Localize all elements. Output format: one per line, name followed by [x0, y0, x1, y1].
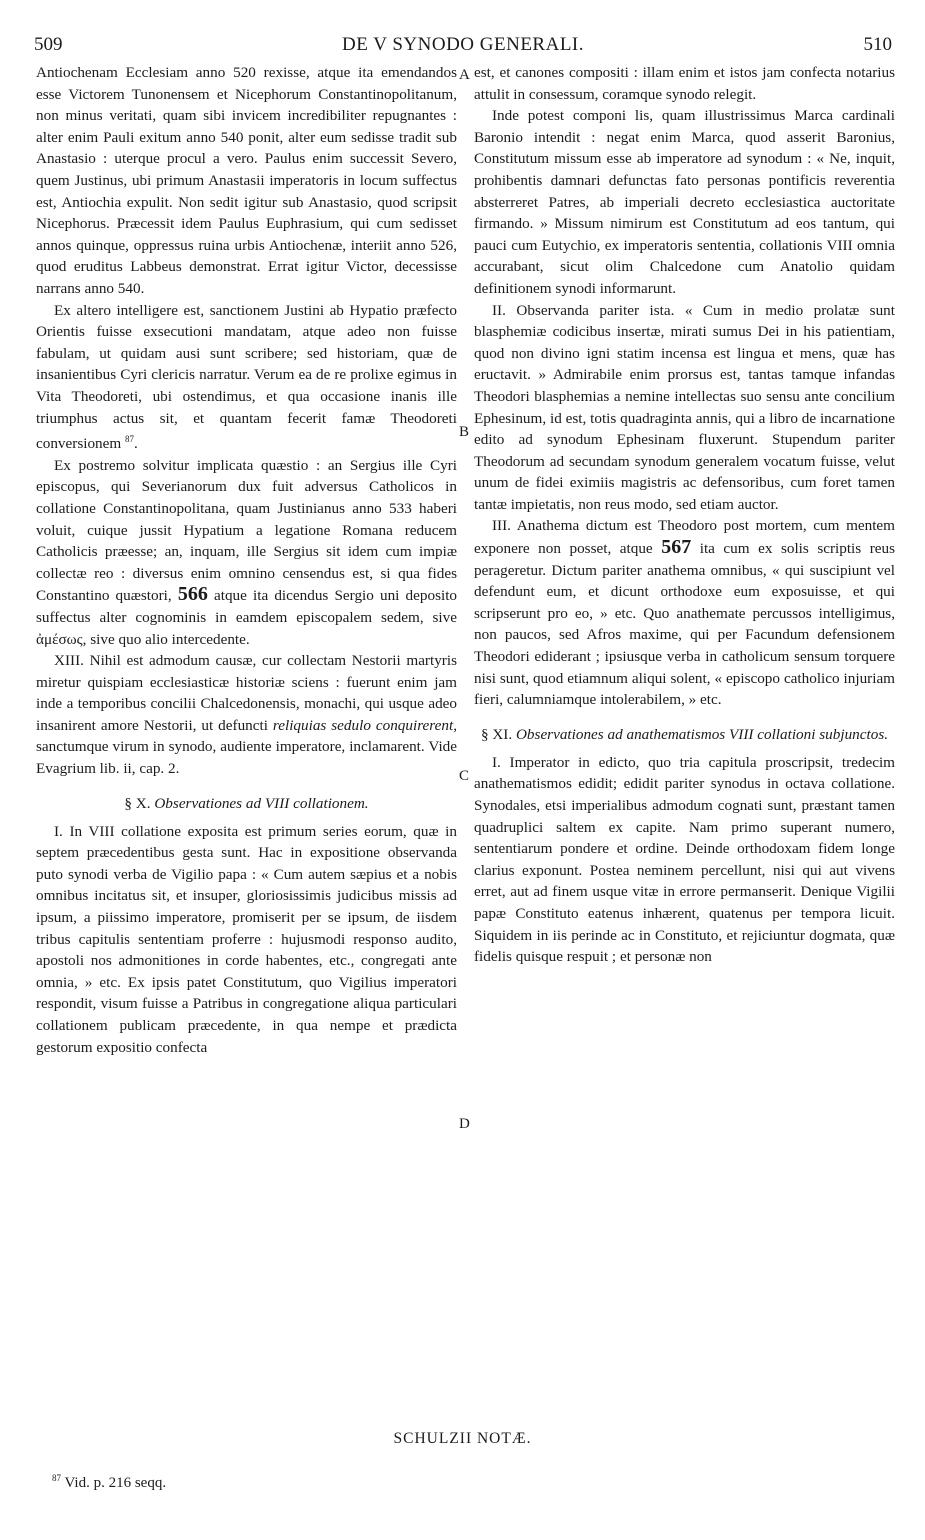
section-heading-x — [36, 794, 457, 813]
right-paragraph-4 — [474, 515, 895, 710]
right-paragraph-1: est, et canones compositi : illam enim et istos jam confecta notarius attulit in consessum, coramque synodo relegit. — [474, 64, 895, 103]
page-marker-567: 567 — [661, 536, 692, 559]
footnote-87 — [52, 1473, 166, 1492]
footnote-text: Vid. p. 216 seqq. — [64, 1475, 167, 1491]
left-paragraph-1: Antiochenam Ecclesiam anno 520 rexisse, atque ita emendandos esse Victorem Tunonensem et Nicephorum Constantinopolitanum, non minus veritati, quam sibi invicem incredibiliter repugnantes : alter enim Pauli exitum anno 540 ponit, alter eum sedisse tradit sub Anastasio : uterque procul a vero. Paulus enim successit Severo, quem Justinus, ubi primum Anastasii imperatoris in locum suffectus est, Antiochia expulit. Non sedit igitur sub Anastasio, quod scripsit Nicephorus. Præcessit idem Paulus Euphrasium, qui cum sedisset annos quinque, oppressus ruina urbis Antiochenæ, interiit anno 526, quod eruditus Labbeus demonstrat. Errat igitur Victor, decessisse narrans anno 540. — [36, 64, 457, 297]
left-paragraph-2 — [36, 300, 457, 455]
margin-letter-d: D — [459, 1116, 470, 1132]
section-heading-xi — [474, 725, 895, 744]
section-x-number: § X. — [124, 794, 151, 812]
running-title: DE V SYNODO GENERALI. — [341, 34, 585, 55]
right-paragraph-4a: III. Anathema dictum est Theodoro post mortem, cum mentem exponere non posset, atque — [474, 517, 895, 558]
section-x-title: Observationes ad VIII collationem. — [154, 794, 369, 812]
right-paragraph-2: Inde potest componi lis, quam illustrissimus Marca cardinali Baronio intendit : negat enim Marca, quod asserit Baronius, Constitutum missum esse ab imperatore ad synodum : « Ne, inquit, prohibentis damnari defunctas fato personas pontificis reverentia absterreret Patres, ab imperiali decreto ecclesiastica auctoritate firmando. » Missum nimirum est Constitutum ad eos tantum, qui pauci cum Eutychio, ex imperatoris sententia, collationis VIII omnia accurabant, sicut olim Chalcedone cum Anatolio quidam definitionem synodi informarunt. — [474, 107, 895, 297]
margin-letter-a: A — [459, 67, 470, 83]
left-column — [36, 62, 457, 1058]
notes-heading: SCHULZII NOTÆ. — [393, 1430, 532, 1447]
page-number-right: 510 — [863, 34, 892, 55]
section-xi-number: § XI. — [480, 725, 513, 743]
section-xi-title: Observationes ad anathematismos VIII collationi subjunctos. — [515, 725, 889, 743]
left-paragraph-3b: atque ita dicendus Sergio uni deposito suffectus alter cognominis in eamdem episcopalem sedem, sive ἀμέσως, sive quo alio intercedente. — [36, 587, 458, 648]
margin-letter-c: C — [459, 768, 470, 784]
page-marker-566: 566 — [177, 583, 208, 606]
margin-letter-b: B — [459, 424, 470, 440]
footnote-number: 87 — [52, 1473, 61, 1483]
left-paragraph-3a: Ex postremo solvitur implicata quæstio : an Sergius ille Cyri episcopus, qui Severianorum dux fuit adversus Catholicos in collatione Constantinopolitana, quam Justinianus anno 533 haberi voluit, cuique jussit Hypatium a legatione Romana reducem Catholicis præesse; an, inquam, ille Sergius sit idem cum impiæ collectæ reo : diversus enim omnino censendus est, si qua fides Constantino quæstori, — [36, 456, 457, 605]
left-paragraph-4 — [36, 650, 457, 780]
left-paragraph-4a: XIII. Nihil est admodum causæ, cur collectam Nestorii martyris miretur quispiam ecclesiasticæ historiæ sciens : fuerunt enim jam inde a temporibus concilii Chalcedonensis, monachi, qui usque adeo insanirent amore Nestorii, ut defuncti — [36, 652, 457, 734]
left-paragraph-5: I. In VIII collatione exposita est primum series eorum, quæ in septem præcedentibus gesta sunt. Hac in expositione observanda puto synodi verba de Vigilio papa : « Cum autem sæpius et a nobis omnibus incitatus sit, et insuper, gloriosissimis judicibus missis ad ipsum, a piissimo imperatore, promiserit per se ipsum, de iisdem tribus capitulis sententiam proferre : hujusmodi responso audito, apostoli nos admonitiones in corde habentes, etc., congregati ante omnia, » etc. Ex ipsis patet Constitutum, quo Vigilius imperatori respondit, visum fuisse a Patribus in congregatione aliqua particulari collationem publicam præcedente, in qua nempe et prædicta gestorum expositio confecta — [36, 822, 457, 1056]
left-paragraph-3 — [36, 455, 457, 650]
right-paragraph-3: II. Observanda pariter ista. « Cum in medio prolatæ sunt blasphemiæ codicibus insertæ, mirati sumus Dei in his patientiam, quod non divino igni statim incensa est lingua et mens, quæ has eructavit. » Admirabile enim prorsus est, tantas tamque infandas Theodori blasphemias a nemine intellectas suo sensu ante concilium Ephesinum, id est, totis quadraginta annis, qui a libro de incarnatione edito ad synodum Ephesinam fluxerunt. Stupendum pariter Theodorum ad secundam synodum generalem vocatum fuisse, velut unum de fidei eximiis magistris ac defensoribus, cum foret tamen tantæ impietatis, non reus modo, sed etiam auctor. — [474, 301, 895, 513]
left-paragraph-4b: sanctumque virum in synodo, audiente imperatore, inclamarent. Vide Evagrium lib. ii, cap. 2. — [36, 738, 457, 778]
left-paragraph-4-italic: reliquias sedulo conquirerent, — [272, 716, 457, 734]
left-paragraph-2-text: Ex altero intelligere est, sanctionem Justini ab Hypatio præfecto Orientis fuisse exsecutioni mandatam, atque adeo non fuisse fabulam, ut quidam ausi sunt scribere; sed historiam, quæ de insanientibus Cyri clericis narratur. Verum ea de re prolixe egimus in Vita Theodoreti, ubi ostendimus, et qua occasione inanis ille triumphus actus sit, et quantam fecerit famæ Theodoreti conversionem — [36, 301, 457, 453]
page-header — [34, 34, 892, 60]
right-paragraph-4b: ita cum ex solis scriptis reus perageretur. Dictum pariter anathema omnibus, « qui suscipiunt vel defendunt eum, et dicunt orthodoxe eum exposuisse, et qui scripserunt pro eo, » etc. Quo anathemate percussos intelligimus, non paucos, sed Afros maxime, qui per Facundum defensionem Theodori ediderant ; ipsiusque verba in catholicum sensum torquere nisi sunt, quod etiamnum aliqui solent, « episcopo catholico injuriam fieri, calumniamque intolerabilem, » etc. — [474, 540, 896, 709]
left-paragraph-2-end: . — [134, 435, 138, 453]
page-number-left: 509 — [34, 34, 63, 55]
footnote-ref-87: 87 — [125, 434, 134, 445]
right-paragraph-5: I. Imperator in edicto, quo tria capitula proscripsit, tredecim anathematismos edidit; edidit pariter synodus in octava collatione. Synodales, etsi imperialibus admodum cognati sunt, præstant tamen quadruplici saltem ex capite. Nam primo superant numero, sententiarum pondere et ordine. Deinde orthodoxam fidem longe clarius exponunt. Postea neminem percellunt, nisi qui aut vivens erret, aut ad finem usque vitæ in errore permanserit. Denique Vigilii papæ Constituto eatenus inhærent, quatenus per tempora licuit. Siquidem in iis perinde ac in Constituto, et rejiciuntur dogmata, quæ fidelis quisque respuit ; et personæ non — [474, 753, 895, 966]
right-column — [474, 62, 895, 968]
